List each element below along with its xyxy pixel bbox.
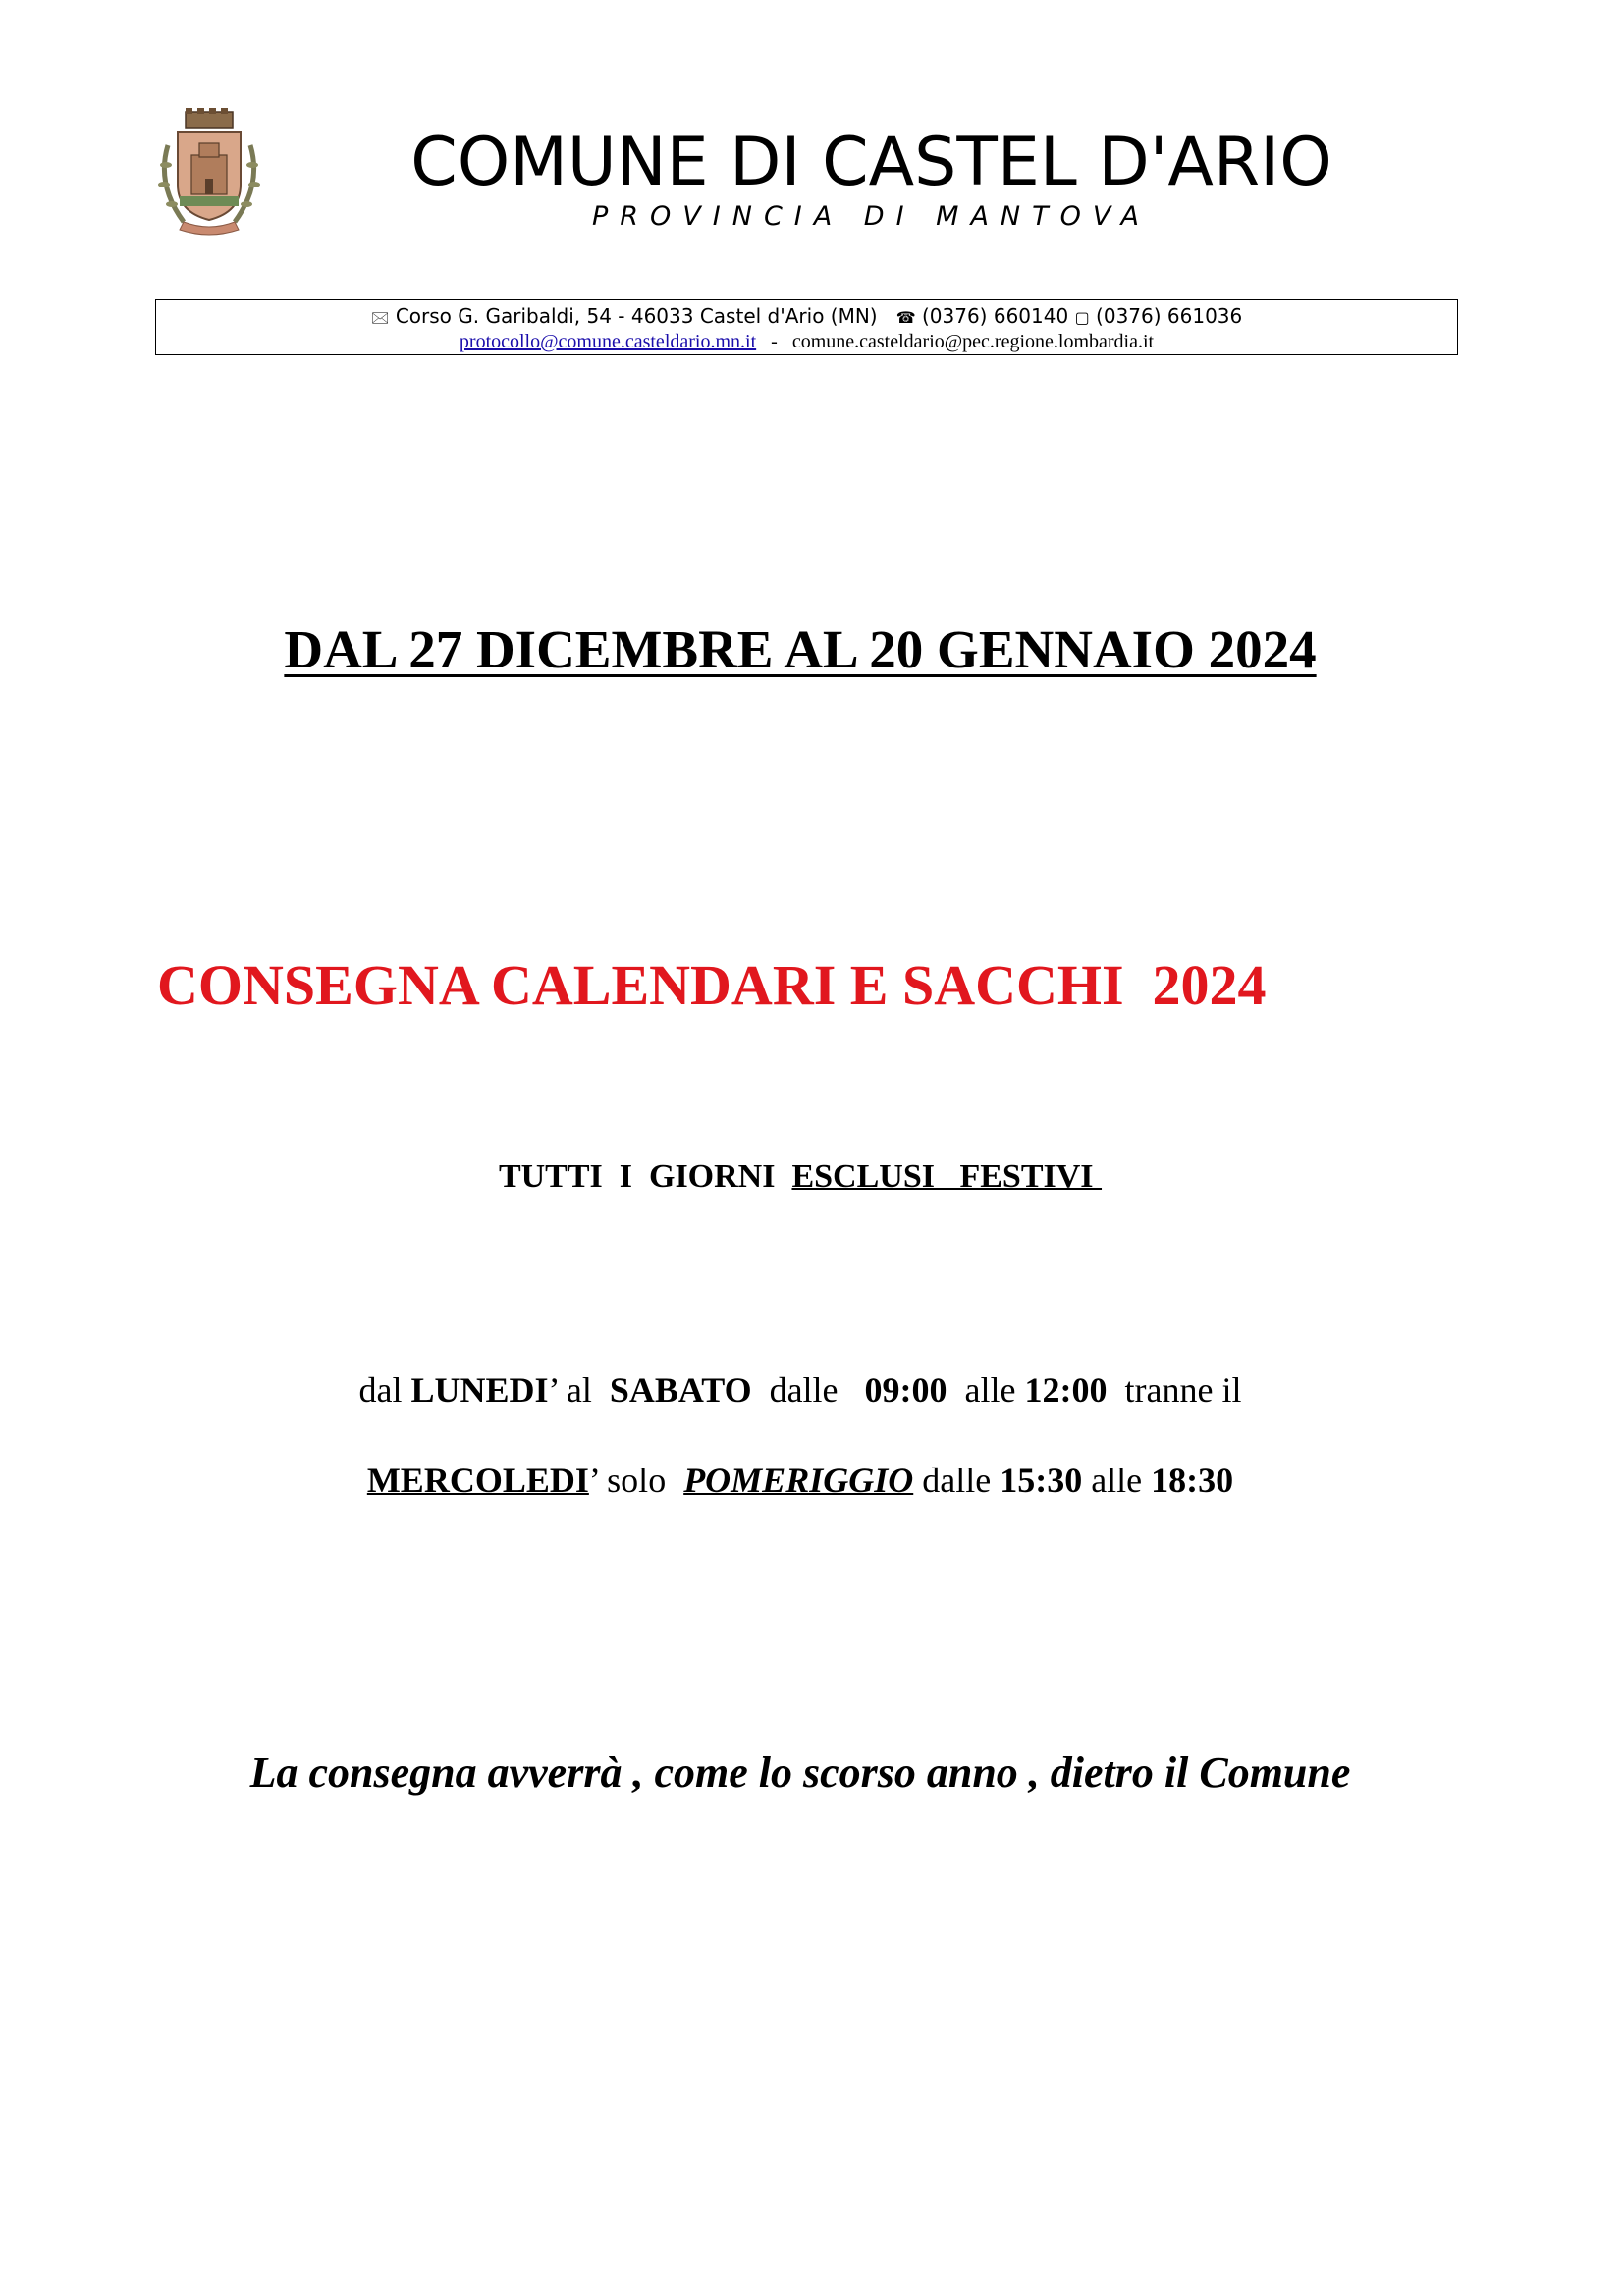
province-subtitle: PROVINCIA DI MANTOVA <box>592 201 1151 232</box>
schedule1-from-day: LUNEDI <box>410 1370 549 1410</box>
date-range-heading: DAL 27 DICEMBRE AL 20 GENNAIO 2024 <box>284 619 1317 679</box>
schedule2-start-time: 15:30 <box>1000 1461 1083 1500</box>
days-prefix: TUTTI I GIORNI <box>498 1158 792 1195</box>
contact-line-email <box>156 330 1457 353</box>
phone-number: (0376) 660140 <box>921 304 1069 328</box>
telephone-icon: ☎ <box>895 308 916 327</box>
contact-line-address <box>156 303 1457 331</box>
fax-number: (0376) 661036 <box>1096 304 1243 328</box>
days-note <box>0 1158 1600 1196</box>
schedule1-start-time: 09:00 <box>864 1370 947 1410</box>
schedule2-day: MERCOLEDI <box>366 1461 589 1500</box>
schedule2-text-3: alle <box>1082 1461 1152 1500</box>
schedule2-period: POMERIGGIO <box>683 1461 914 1500</box>
fax-icon: ▢ <box>1074 308 1090 327</box>
contact-box <box>155 299 1458 355</box>
schedule1-text-3: dalle <box>751 1370 865 1410</box>
schedule2-text-2: dalle <box>913 1461 1001 1500</box>
delivery-location-note: La consegna avverrà , come lo scorso anno , dietro il Comune <box>249 1748 1351 1796</box>
email-separator: - <box>771 331 778 352</box>
address-text: Corso G. Garibaldi, 54 - 46033 Castel d'Ario (MN) <box>395 304 878 328</box>
schedule1-text-2: ’ al <box>548 1370 610 1410</box>
schedule1-text-1: dal <box>358 1370 411 1410</box>
schedule1-to-day: SABATO <box>609 1370 752 1410</box>
municipality-title: COMUNE DI CASTEL D'ARIO <box>410 124 1332 201</box>
schedule2-text-1: ’ solo <box>588 1461 684 1500</box>
schedule2-end-time: 18:30 <box>1151 1461 1234 1500</box>
envelope-icon: 🖂 <box>370 308 390 327</box>
schedule1-end-time: 12:00 <box>1024 1370 1108 1410</box>
email-link[interactable]: protocollo@comune.casteldario.mn.it <box>459 331 757 352</box>
schedule1-text-4: alle <box>947 1370 1025 1410</box>
delivery-headline: CONSEGNA CALENDARI E SACCHI 2024 <box>157 953 1267 1017</box>
pec-address: comune.casteldario@pec.regione.lombardia.it <box>791 331 1155 352</box>
schedule-weekdays <box>0 1369 1600 1411</box>
schedule-wednesday <box>0 1460 1600 1501</box>
days-exclusion: ESCLUSI FESTIVI <box>791 1158 1103 1195</box>
municipal-crest-icon <box>154 106 264 238</box>
schedule1-text-5: tranne il <box>1107 1370 1242 1410</box>
